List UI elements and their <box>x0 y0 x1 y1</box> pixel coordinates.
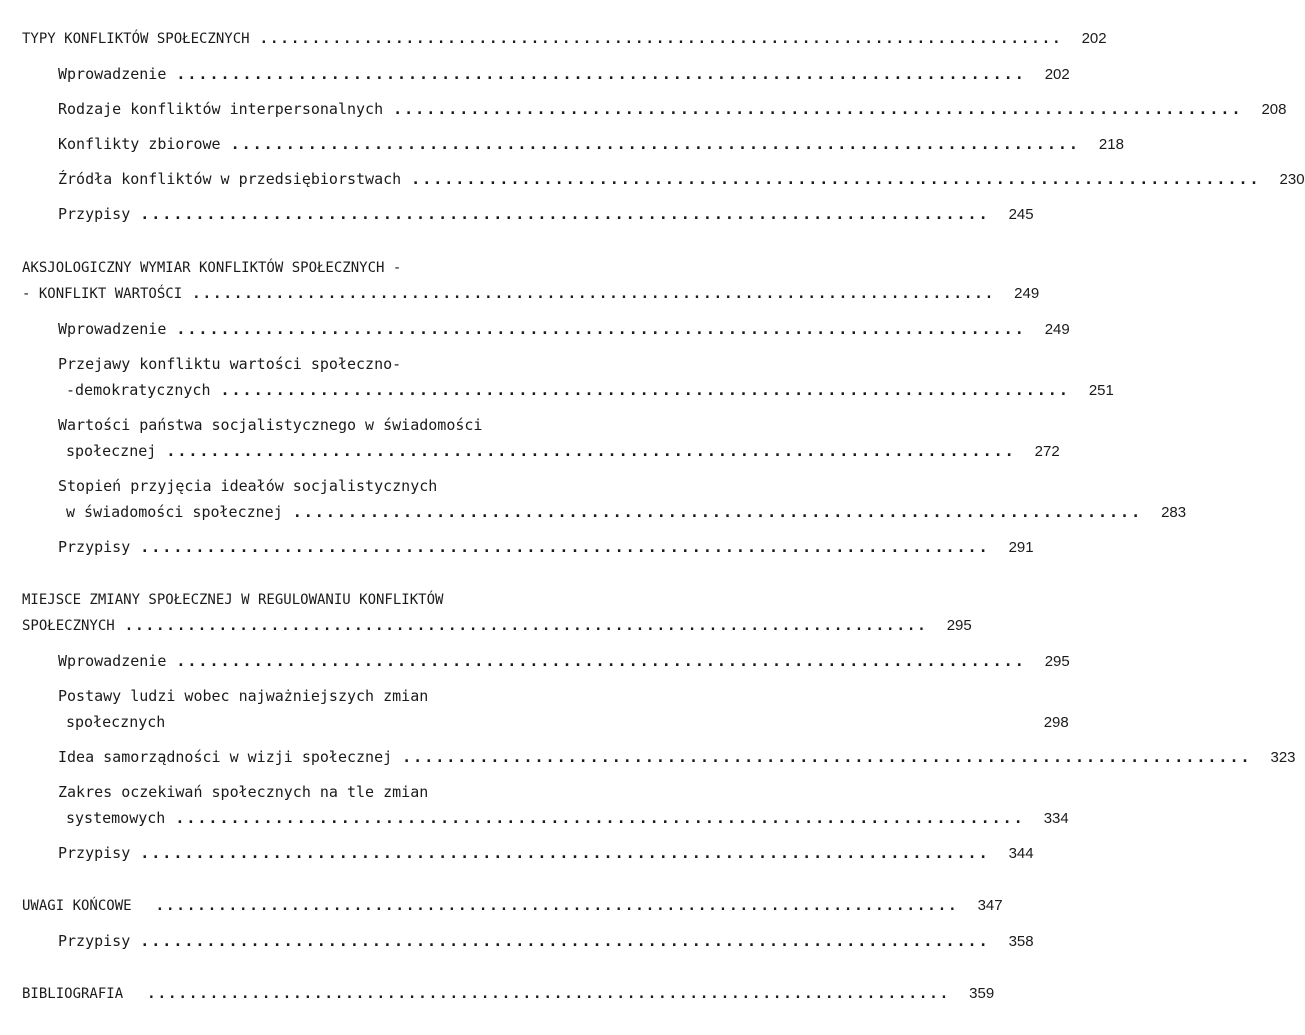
chapter-title: BIBLIOGRAFIA <box>22 986 124 1002</box>
entry-title: Przypisy <box>58 932 131 950</box>
toc-entry[interactable] <box>58 650 1070 672</box>
page-number: 334 <box>1043 810 1069 827</box>
entry-title-line: Postawy ludzi wobec najważniejszych zmian <box>58 687 429 705</box>
entry-title-line: Przejawy konfliktu wartości społeczno- <box>58 355 402 373</box>
toc-entry[interactable] <box>58 203 1034 225</box>
toc-entry[interactable] <box>58 63 1070 85</box>
toc-entry[interactable] <box>58 133 1124 155</box>
entry-title: społecznych <box>66 713 166 731</box>
dot-leader: ............................................................................. <box>140 538 990 556</box>
entry-title-line: Zakres oczekiwań społecznych na tle zmian <box>58 783 429 801</box>
dot-leader: ............................................................................. <box>155 898 959 914</box>
dot-leader: ............................................................................. <box>220 381 1070 399</box>
toc-entry[interactable] <box>66 379 1114 401</box>
entry-title: w świadomości społecznej <box>66 503 283 521</box>
chapter-title: SPOŁECZNYCH <box>22 618 115 634</box>
dot-leader: ............................................................................. <box>147 986 951 1002</box>
toc-entry[interactable] <box>58 746 1296 768</box>
page-number: 358 <box>1008 933 1034 950</box>
dot-leader: ............................................................................. <box>124 618 928 634</box>
dot-leader: ............................................................................. <box>402 748 1252 766</box>
page-number: 283 <box>1161 504 1187 521</box>
page-number: 272 <box>1034 443 1060 460</box>
page-number: 230 <box>1279 171 1305 188</box>
toc-entry[interactable] <box>66 440 1060 462</box>
page-number: 295 <box>1044 653 1070 670</box>
toc-entry[interactable] <box>58 318 1070 340</box>
entry-title: Wprowadzenie <box>58 65 167 83</box>
toc-entry[interactable] <box>66 807 1069 829</box>
dot-leader: ............................................................................. <box>292 503 1143 521</box>
dot-leader: ............................................................................. <box>166 442 1016 460</box>
toc-entry[interactable] <box>58 930 1034 952</box>
page-number: 295 <box>946 617 972 634</box>
toc-chapter-2[interactable] <box>22 283 1040 305</box>
page-number: 218 <box>1098 136 1124 153</box>
entry-title: Źródła konfliktów w przedsiębiorstwach <box>58 170 402 188</box>
toc-chapter-4[interactable] <box>22 895 1003 917</box>
toc-entry[interactable] <box>58 536 1034 558</box>
entry-title-line: Stopień przyjęcia ideałów socjalistycznych <box>58 477 438 495</box>
entry-title: Konflikty zbiorowe <box>58 135 221 153</box>
chapter-title-line: AKSJOLOGICZNY WYMIAR KONFLIKTÓW SPOŁECZNYCH - <box>22 260 402 276</box>
entry-title: -demokratycznych <box>66 381 211 399</box>
entry-title: Wprowadzenie <box>58 320 167 338</box>
dot-leader: ............................................................................. <box>140 205 990 223</box>
dot-leader: ............................................................................. <box>176 320 1026 338</box>
dot-leader: ............................................................................. <box>192 286 996 302</box>
page-number: 344 <box>1008 845 1034 862</box>
toc-chapter-1[interactable] <box>22 28 1107 50</box>
dot-leader: ............................................................................. <box>176 65 1026 83</box>
toc-chapter-5[interactable] <box>22 983 995 1005</box>
page-number: 249 <box>1014 285 1040 302</box>
dot-leader: ............................................................................. <box>393 100 1243 118</box>
dot-leader: ............................................................................. <box>176 652 1026 670</box>
dot-leader: ............................................................................. <box>230 135 1080 153</box>
entry-title: społecznej <box>66 442 157 460</box>
dot-leader: ............................................................................. <box>259 31 1063 47</box>
entry-title: Przypisy <box>58 205 131 223</box>
chapter-title: - KONFLIKT WARTOŚCI <box>22 286 183 302</box>
chapter-title-line: MIEJSCE ZMIANY SPOŁECZNEJ W REGULOWANIU KONFLIKTÓW <box>22 592 444 608</box>
entry-title: Wprowadzenie <box>58 652 167 670</box>
toc-entry[interactable] <box>58 98 1287 120</box>
page-number: 291 <box>1008 539 1034 556</box>
page-number: 251 <box>1088 382 1114 399</box>
dot-leader: ............................................................................. <box>140 844 990 862</box>
dot-leader: ............................................................................. <box>140 932 990 950</box>
toc-entry[interactable] <box>66 711 1069 733</box>
toc-entry[interactable] <box>58 842 1034 864</box>
page-number: 202 <box>1044 66 1070 83</box>
entry-title: Przypisy <box>58 844 131 862</box>
entry-title: Rodzaje konfliktów interpersonalnych <box>58 100 384 118</box>
toc-chapter-3[interactable] <box>22 615 972 637</box>
toc-entry[interactable] <box>66 501 1187 523</box>
entry-title: Przypisy <box>58 538 131 556</box>
page-number: 359 <box>969 985 995 1002</box>
page-number: 249 <box>1044 321 1070 338</box>
page-number: 202 <box>1081 30 1107 47</box>
entry-title: Idea samorządności w wizji społecznej <box>58 748 393 766</box>
page-number: 347 <box>977 897 1003 914</box>
entry-title: systemowych <box>66 809 166 827</box>
page-number: 298 <box>1043 714 1069 731</box>
page-number: 245 <box>1008 206 1034 223</box>
dot-leader: ............................................................................. <box>411 170 1261 188</box>
dot-leader: ............................................................................. <box>175 809 1025 827</box>
page-number: 323 <box>1270 749 1296 766</box>
page-number: 208 <box>1261 101 1287 118</box>
entry-title-line: Wartości państwa socjalistycznego w świadomości <box>58 416 483 434</box>
chapter-title: UWAGI KOŃCOWE <box>22 898 132 914</box>
chapter-title: TYPY KONFLIKTÓW SPOŁECZNYCH <box>22 31 250 47</box>
toc-entry[interactable] <box>58 168 1305 190</box>
